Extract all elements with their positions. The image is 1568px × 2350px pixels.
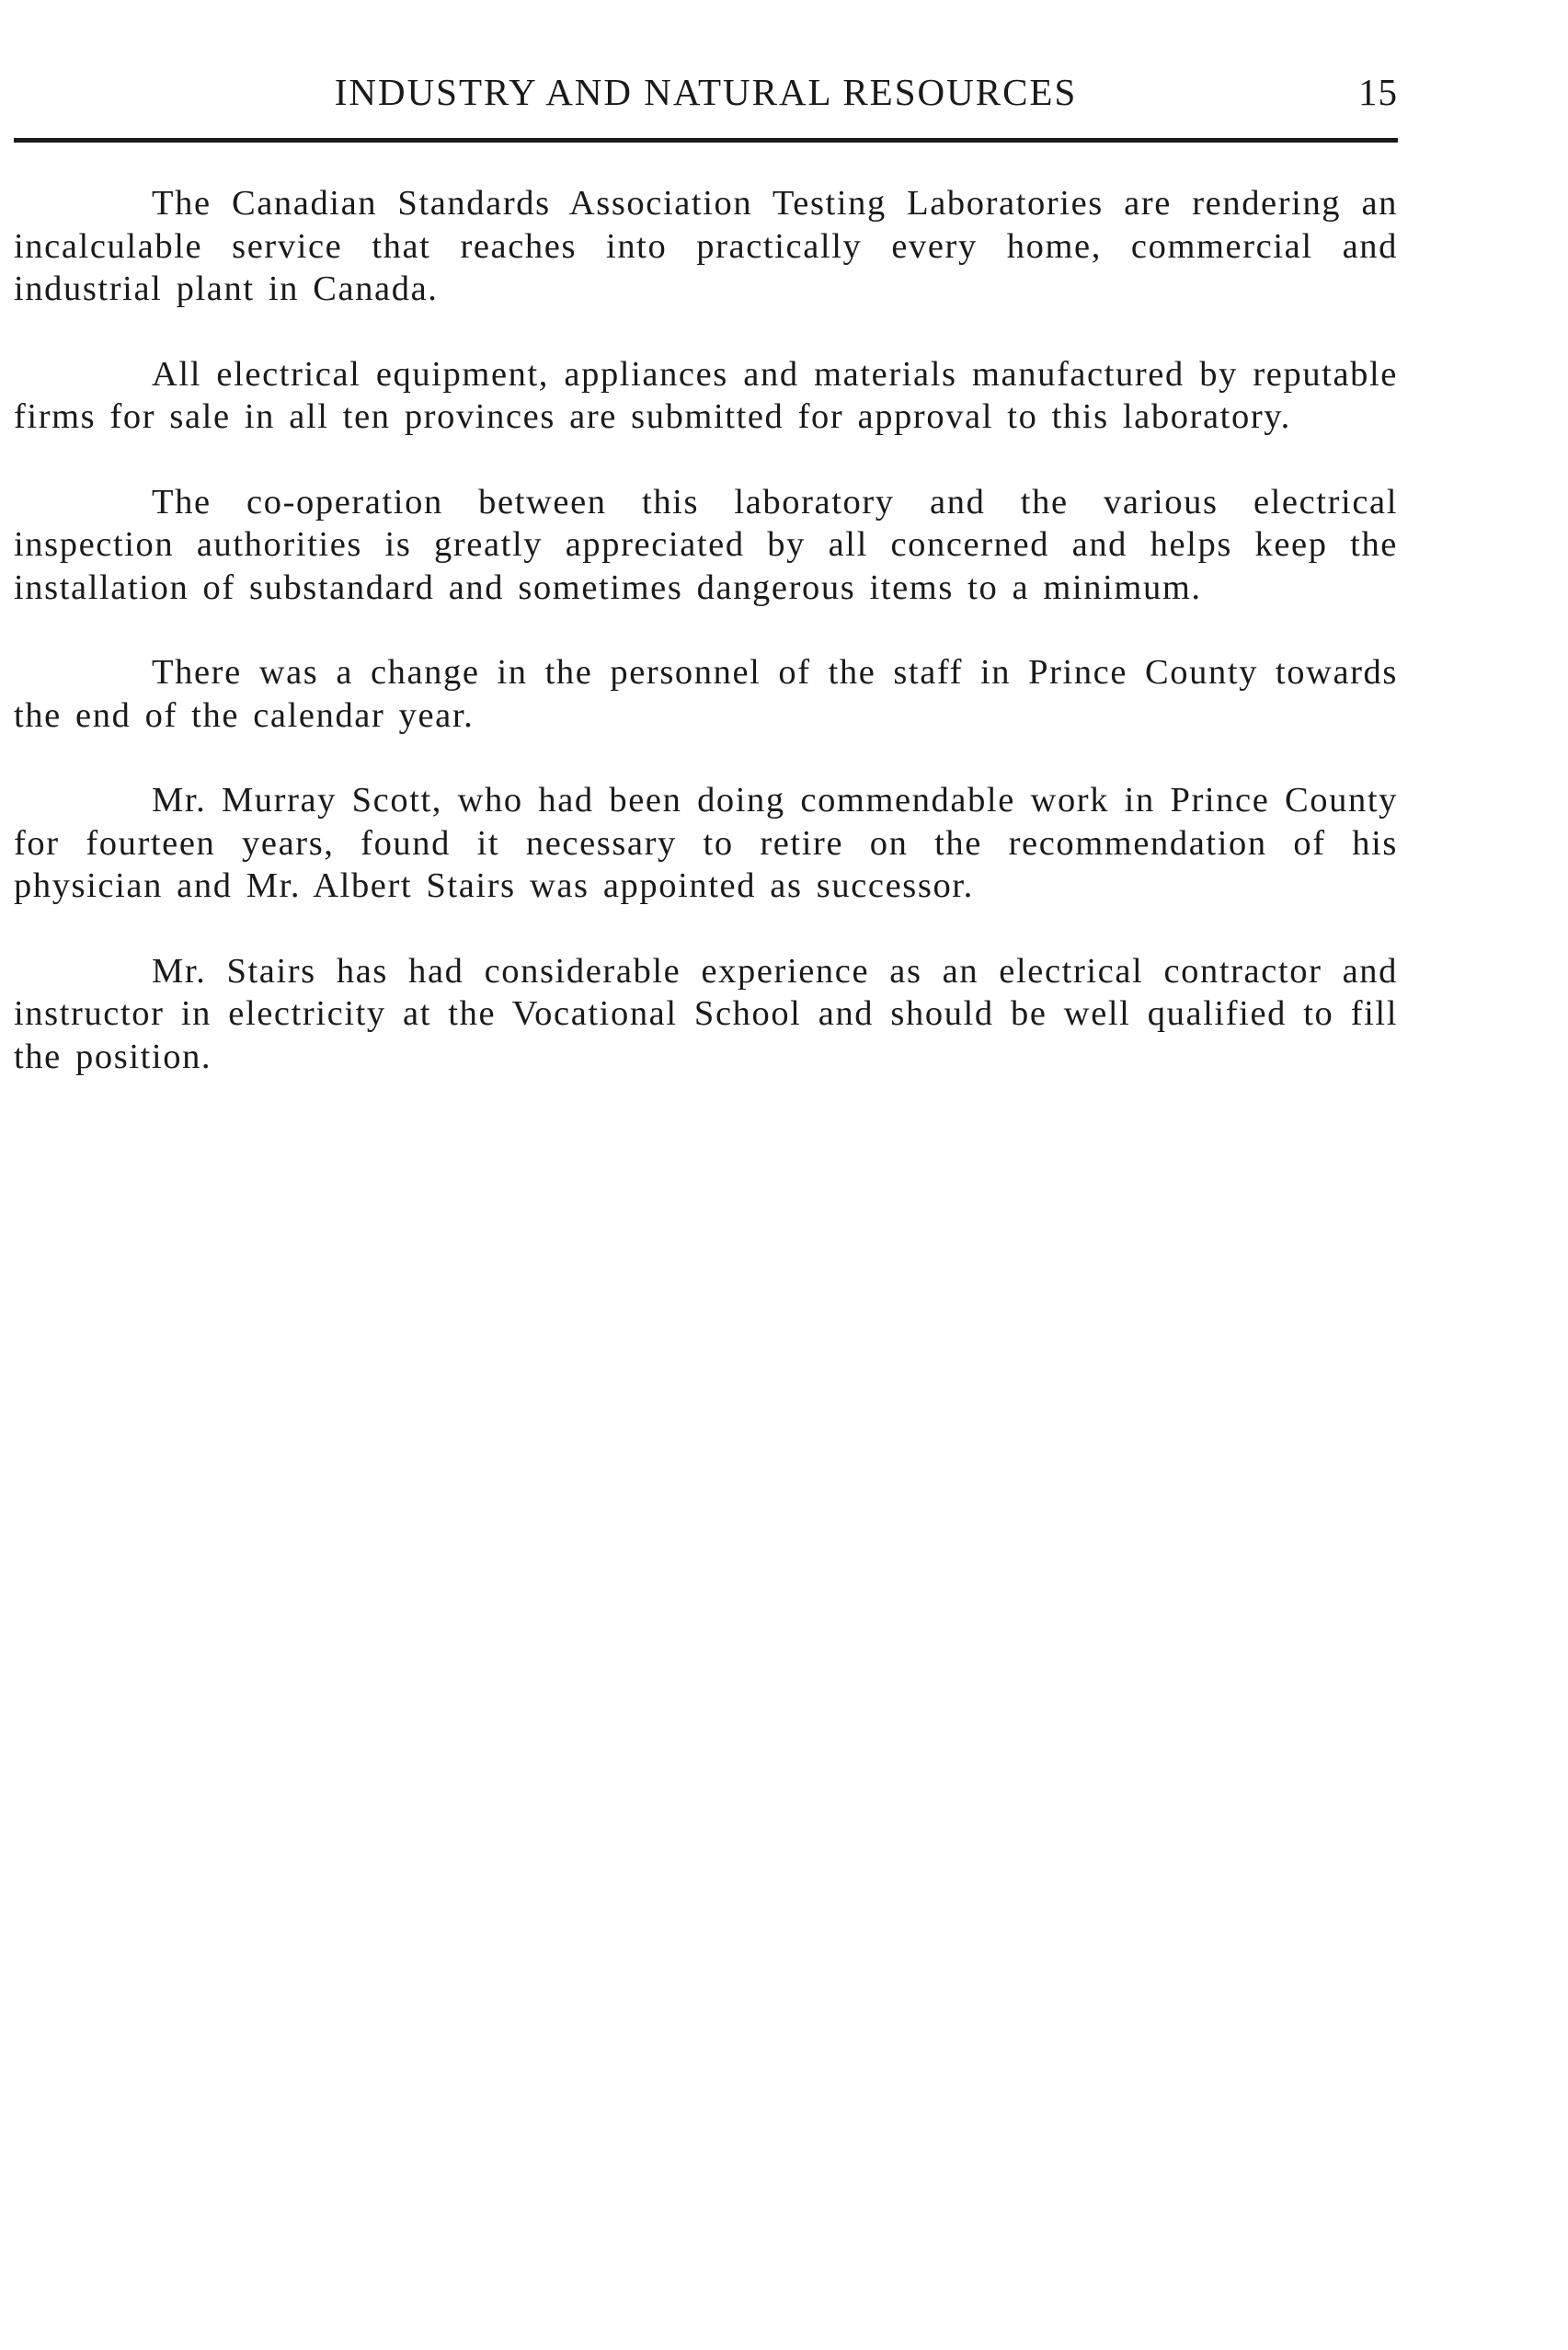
page-number: 15 [1358, 71, 1398, 113]
paragraph-6: Mr. Stairs has had considerable experience as an electrical contractor and instructor in electricity at the Vocational School and should be well qualified to fill the position. [14, 951, 1398, 1076]
paragraph-4: There was a change in the personnel of the staff in Prince County towards the end of the calendar year. [14, 653, 1398, 735]
body-text [14, 182, 1398, 1120]
running-title: INDUSTRY AND NATURAL RESOURCES [334, 71, 1078, 113]
paragraph-5: Mr. Murray Scott, who had been doing commendable work in Prince County for fourteen years, found it necessary to retire on the recommendation of his physician and Mr. Albert Stairs was appointed as successor. [14, 781, 1398, 905]
header-rule [14, 138, 1398, 143]
paragraph-1: The Canadian Standards Association Testing Laboratories are rendering an incalculable service that reaches into practically every home, commercial and industrial plant in Canada. [14, 184, 1398, 308]
running-header [14, 64, 1398, 120]
paragraph-2: All electrical equipment, appliances and materials manufactured by reputable firms for sale in all ten provinces are submitted for approval to this laboratory. [14, 354, 1398, 436]
paragraph-3: The co-operation between this laboratory and the various electrical inspection authorities is greatly appreciated by all concerned and helps keep the installation of substandard and sometimes dangerous items to a minimum. [14, 482, 1398, 607]
